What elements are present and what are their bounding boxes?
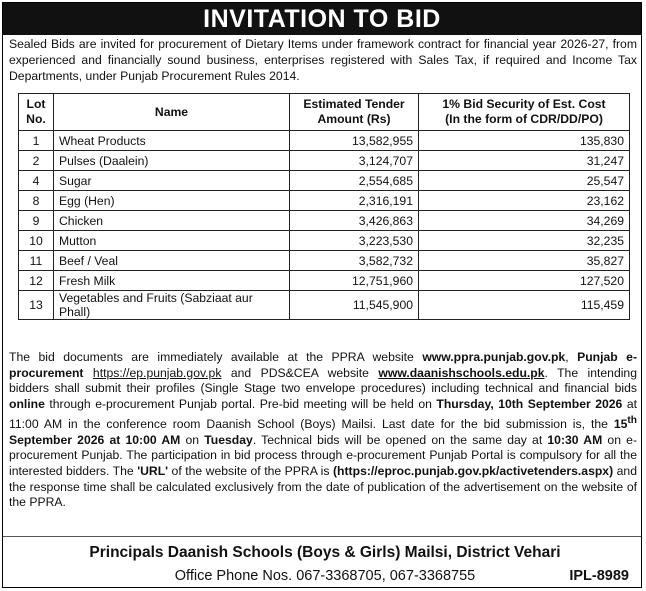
item-name: Sugar: [54, 171, 290, 191]
estimated-amount: 3,124,707: [290, 151, 419, 171]
item-name: Wheat Products: [54, 131, 290, 151]
estimated-amount: 11,545,900: [290, 291, 419, 320]
page-title: INVITATION TO BID: [203, 4, 441, 33]
submission-weekday: Tuesday: [204, 432, 253, 447]
submission-deadline: 15th September 2026 at 10:00 AM: [9, 414, 637, 447]
bid-security: 35,827: [419, 251, 630, 271]
header-lot-no: Lot No.: [19, 94, 54, 131]
lot-number: 9: [19, 211, 54, 231]
bid-security: 32,235: [419, 231, 630, 251]
eprocurement-url-link[interactable]: https://ep.punjab.gov.pk: [92, 365, 222, 380]
prebid-meeting-date: Thursday, 10th September 2026: [436, 397, 623, 412]
lot-number: 12: [19, 271, 54, 291]
table-row: [19, 271, 630, 291]
header-bid-security: 1% Bid Security of Est. Cost (In the form of CDR/DD/PO): [419, 94, 630, 131]
bid-security: 34,269: [419, 211, 630, 231]
title-banner: [3, 3, 641, 35]
bid-advertisement: [2, 2, 642, 588]
issuing-office: Principals Daanish Schools (Boys & Girls) Mailsi, District Vehari: [89, 544, 561, 561]
table-row: [19, 291, 630, 320]
table-header-row: [19, 94, 630, 131]
item-name: Fresh Milk: [54, 271, 290, 291]
header-name: Name: [54, 94, 290, 131]
bid-security: 135,830: [419, 131, 630, 151]
table-row: [19, 171, 630, 191]
lot-number: 11: [19, 251, 54, 271]
bid-security: 31,247: [419, 151, 630, 171]
table-row: [19, 151, 630, 171]
estimated-amount: 3,582,732: [290, 251, 419, 271]
estimated-amount: 2,316,191: [290, 191, 419, 211]
item-name: Mutton: [54, 231, 290, 251]
table-row: [19, 231, 630, 251]
active-tenders-link[interactable]: (https://eproc.punjab.gov.pk/activetenders.aspx): [333, 463, 614, 478]
ppra-website-link[interactable]: www.ppra.punjab.gov.pk: [422, 350, 566, 364]
table-row: [19, 131, 630, 151]
bid-security: 23,162: [419, 191, 630, 211]
table-row: [19, 191, 630, 211]
bid-items-table: [18, 93, 630, 320]
table-row: [19, 251, 630, 271]
estimated-amount: 3,223,530: [290, 231, 419, 251]
daanish-schools-website-link[interactable]: www.daanishschools.edu.pk: [378, 365, 545, 380]
office-phones: Office Phone Nos. 067-3368705, 067-3368755: [174, 568, 476, 584]
lot-number: 1: [19, 131, 54, 151]
bid-security: 115,459: [419, 291, 630, 320]
footer-divider: [3, 536, 641, 537]
item-name: Pulses (Daalein): [54, 151, 290, 171]
punjab-eprocurement-label: Punjab e-procurement: [9, 350, 637, 380]
item-name: Vegetables and Fruits (Sabziaat aur Phall): [54, 291, 290, 320]
url-label: 'URL': [137, 463, 169, 478]
estimated-amount: 2,554,685: [290, 171, 419, 191]
estimated-amount: 12,751,960: [290, 271, 419, 291]
intro-paragraph: Sealed Bids are invited for procurement of Dietary Items under framework contract for financial year 2026-27, from experienced and financially sound business, enterprises registered with Sales Tax, if required and Income Tax Departments, under Punjab Procurement Rules 2014.: [9, 37, 637, 83]
item-name: Chicken: [54, 211, 290, 231]
lot-number: 8: [19, 191, 54, 211]
item-name: Beef / Veal: [54, 251, 290, 271]
header-estimated-amount: Estimated Tender Amount (Rs): [290, 94, 419, 131]
table-row: [19, 211, 630, 231]
details-paragraph: The bid documents are immediately available at the PPRA website www.ppra.punjab.gov.pk, Punjab e-procurement https://ep.punjab.gov.pk and PDS&CEA website www.daanishschools.edu.pk. The intending bidders shall submit their profiles (Single Stage two envelope procedures) including technical and financial bids online through e-procurement Punjab portal. Pre-bid meeting will be held on Thursday, 10th September 2026 at 11:00 AM in the conference room Daanish School (Boys) Mailsi. Last date for the bid submission is, the 15th September 2026 at 10:00 AM on Tuesday. Technical bids will be opened on the same day at 10:30 AM on e-procurement Punjab. The participation in bid process through e-procurement Punjab Portal is compulsory for all the interested bidders. The 'URL' of the website of the PPRA is (https://eproc.punjab.gov.pk/activetenders.aspx) and the response time shall be calculated exclusively from the date of publication of the advertisement on the website of the PPRA.: [9, 350, 638, 510]
lot-number: 10: [19, 231, 54, 251]
bid-security: 127,520: [419, 271, 630, 291]
lot-number: 4: [19, 171, 54, 191]
estimated-amount: 3,426,863: [290, 211, 419, 231]
bid-opening-time: 10:30 AM: [547, 432, 603, 447]
lot-number: 13: [19, 291, 54, 320]
ipl-code: IPL-8989: [569, 568, 629, 584]
online-emphasis: online: [9, 397, 45, 412]
lot-number: 2: [19, 151, 54, 171]
bid-security: 25,547: [419, 171, 630, 191]
estimated-amount: 13,582,955: [290, 131, 419, 151]
item-name: Egg (Hen): [54, 191, 290, 211]
